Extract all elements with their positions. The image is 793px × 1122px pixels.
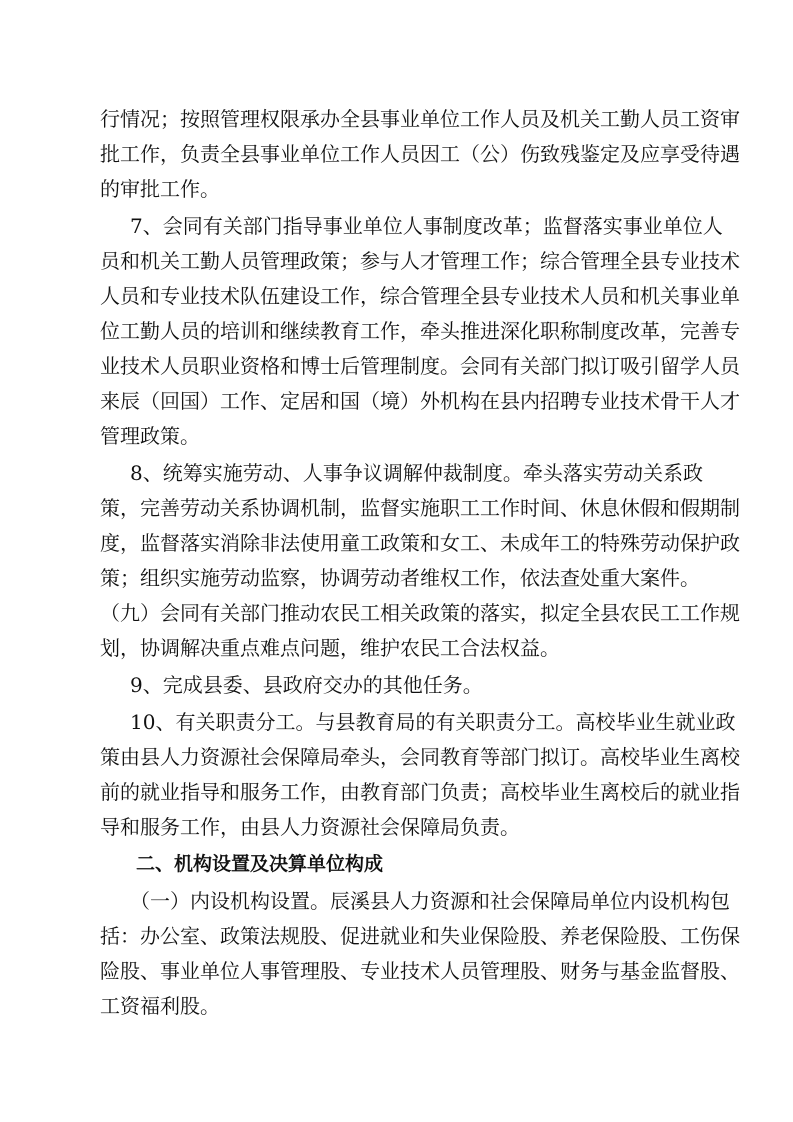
text-line: 位工勤人员的培训和继续教育工作，牵头推进深化职称制度改革，完善专: [100, 319, 740, 343]
text-line: 划，协调解决重点难点问题，维护农民工合法权益。: [100, 636, 560, 660]
text-line: 8、统筹实施劳动、人事争议调解仲裁制度。牵头落实劳动关系政: [130, 461, 703, 485]
paragraph: [100, 209, 740, 454]
paragraph: [100, 102, 740, 207]
text-line: （九）会同有关部门推动农民工相关政策的落实，拟定全县农民工工作规: [100, 601, 740, 625]
text-line: 7、会同有关部门指导事业单位人事制度改革；监督落实事业单位人: [130, 214, 723, 238]
text-line: 业技术人员职业资格和博士后管理制度。会同有关部门拟订吸引留学人员: [100, 354, 740, 378]
text-line: 行情况；按照管理权限承办全县事业单位工作人员及机关工勤人员工资审: [100, 107, 740, 131]
paragraph: [100, 705, 740, 845]
section-heading: [100, 847, 703, 882]
paragraph: [100, 456, 740, 666]
text-line: 险股、事业单位人事管理股、专业技术人员管理股、财务与基金监督股、: [100, 959, 740, 983]
text-line: 前的就业指导和服务工作，由教育部门负责；高校毕业生离校后的就业指: [100, 780, 740, 804]
text-line: 10、有关职责分工。与县教育局的有关职责分工。高校毕业生就业政: [130, 710, 736, 734]
text-line: 批工作，负责全县事业单位工作人员因工（公）伤致残鉴定及应享受待遇: [100, 142, 740, 166]
text-line: 来辰（回国）工作、定居和国（境）外机构在县内招聘专业技术骨干人才: [100, 389, 740, 413]
heading-text: 二、机构设置及决算单位构成: [136, 853, 384, 875]
text-line: 管理政策。: [100, 424, 200, 448]
text-line: （一）内设机构设置。辰溪县人力资源和社会保障局单位内设机构包: [130, 889, 730, 913]
text-line: 策；组织实施劳动监察，协调劳动者维权工作，依法查处重大案件。: [100, 566, 700, 590]
paragraph: [100, 884, 740, 1024]
text-line: 工资福利股。: [100, 994, 220, 1018]
text-line: 人员和专业技术队伍建设工作，综合管理全县专业技术人员和机关事业单: [100, 284, 740, 308]
text-line: 员和机关工勤人员管理政策；参与人才管理工作；综合管理全县专业技术: [100, 249, 740, 273]
paragraph: [100, 668, 703, 703]
document-page: [100, 102, 740, 1026]
text-line: 策由县人力资源社会保障局牵头，会同教育等部门拟订。高校毕业生离校: [100, 745, 740, 769]
text-line: 策，完善劳动关系协调机制，监督实施职工工作时间、休息休假和假期制: [100, 496, 740, 520]
text-line: 9、完成县委、县政府交办的其他任务。: [130, 673, 483, 697]
text-line: 的审批工作。: [100, 177, 220, 201]
text-line: 度，监督落实消除非法使用童工政策和女工、未成年工的特殊劳动保护政: [100, 531, 740, 555]
text-line: 导和服务工作，由县人力资源社会保障局负责。: [100, 815, 520, 839]
text-line: 括：办公室、政策法规股、促进就业和失业保险股、养老保险股、工伤保: [100, 924, 740, 948]
